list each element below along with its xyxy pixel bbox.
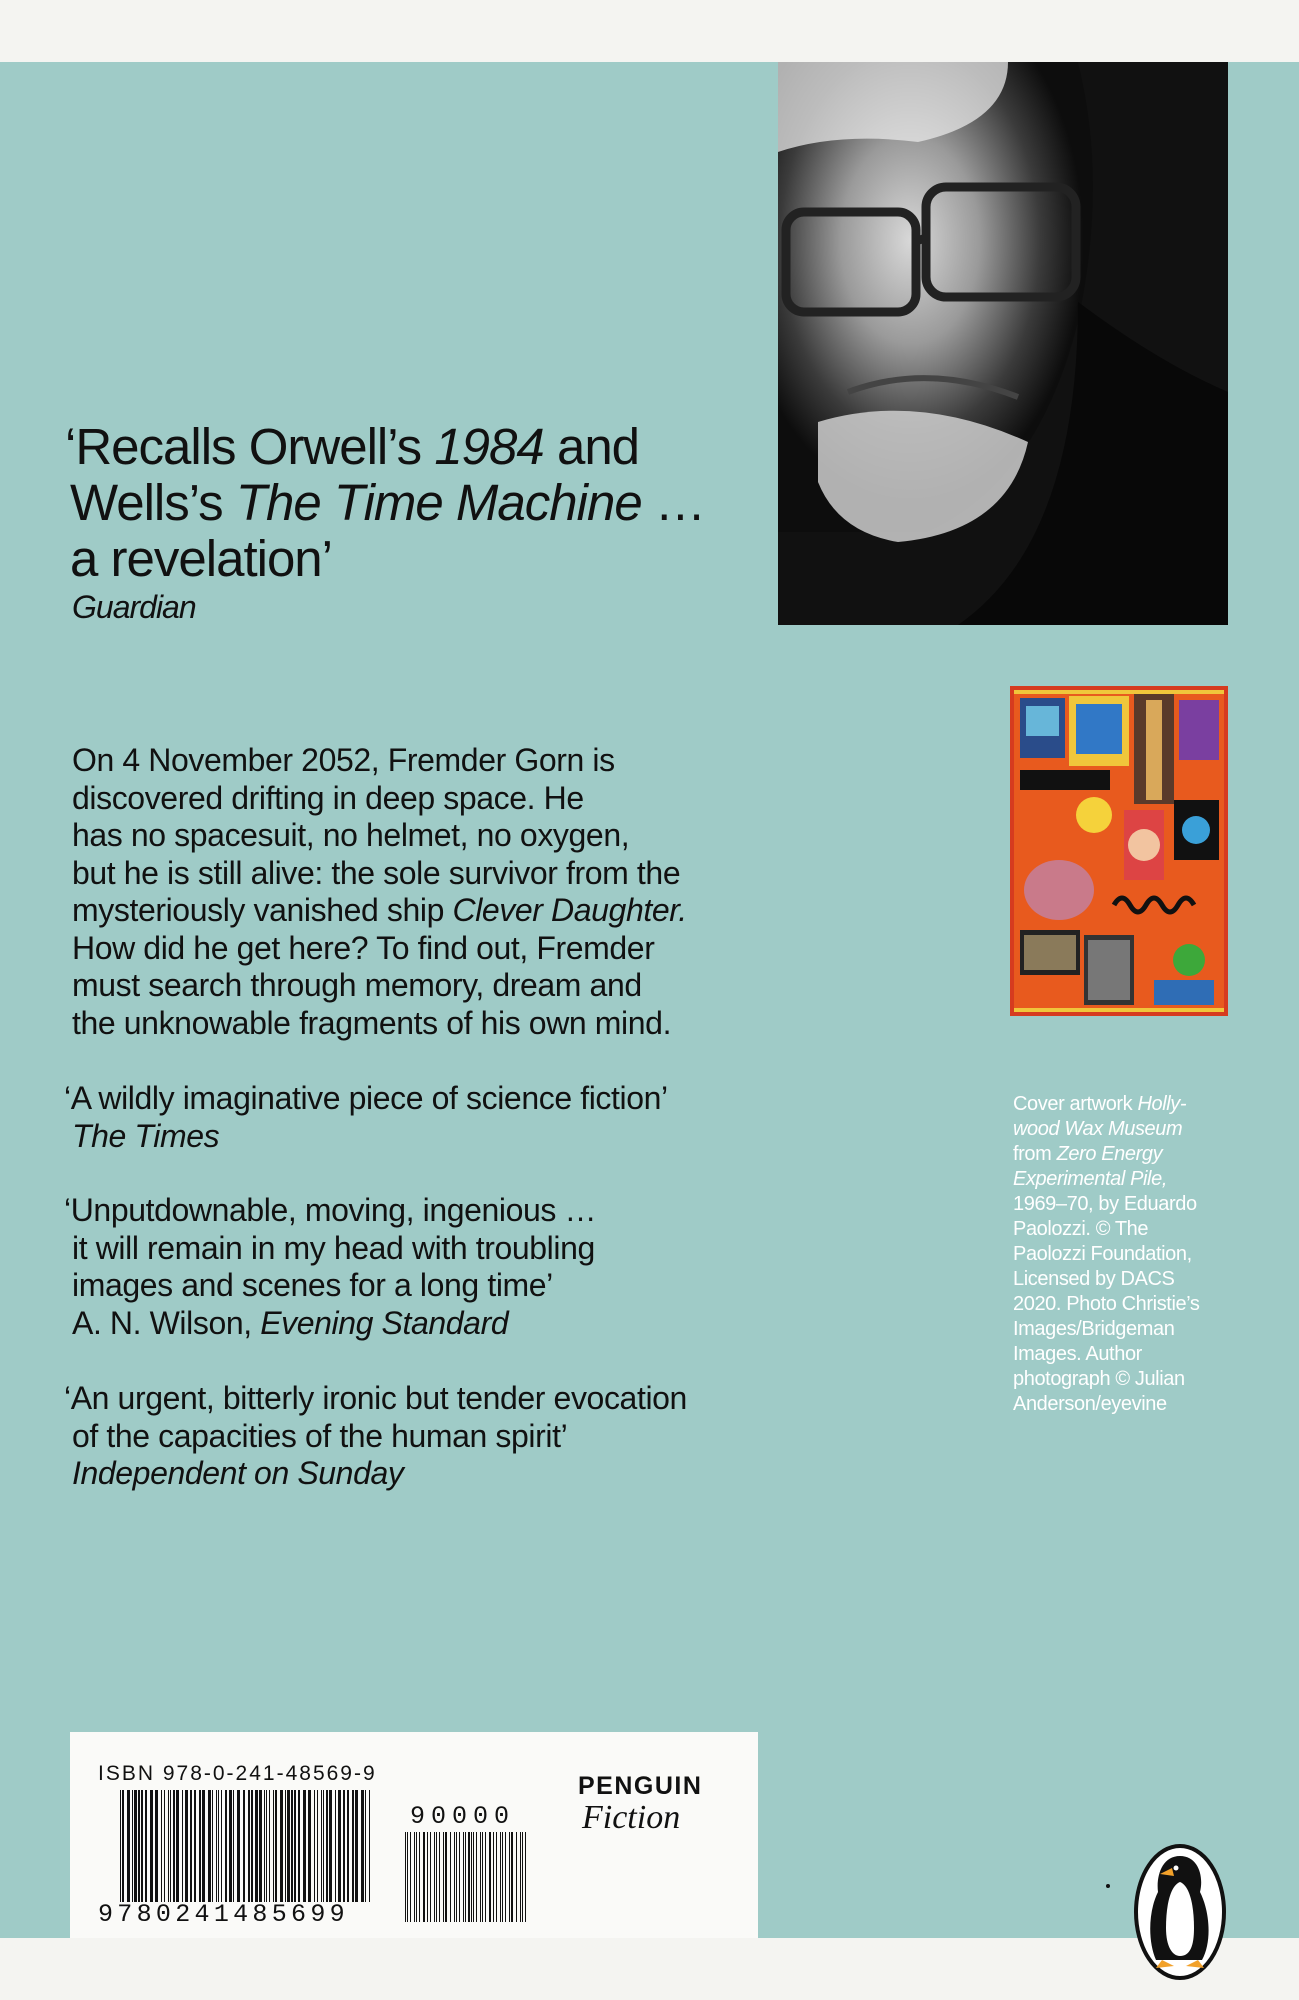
barcode-bar <box>251 1790 253 1902</box>
penguin-logo-icon <box>1132 1842 1228 1982</box>
barcode-bar <box>199 1790 201 1902</box>
barcode-bar <box>317 1790 318 1902</box>
barcode-bar <box>522 1832 523 1922</box>
publisher-name: PENGUIN <box>578 1772 703 1800</box>
barcode-bar <box>269 1790 270 1902</box>
barcode-bar <box>225 1790 227 1902</box>
barcode-bar <box>459 1832 460 1922</box>
synopsis-line: How did he get here? To find out, Fremder <box>72 929 655 966</box>
barcode-bar <box>485 1832 486 1922</box>
isbn-label: ISBN 978-0-241-48569-9 <box>98 1762 377 1785</box>
barcode-bar <box>134 1790 137 1902</box>
synopsis-line: the unknowable fragments of his own mind. <box>72 1004 672 1041</box>
barcode-bar <box>314 1790 315 1902</box>
barcode-bar <box>294 1790 296 1902</box>
barcode-bar <box>445 1832 447 1922</box>
synopsis-line: must search through memory, dream and <box>72 967 642 1003</box>
ship-name: Clever Daughter. <box>452 892 687 928</box>
barcode-bar <box>190 1790 192 1902</box>
synopsis-text: mysteriously vanished ship <box>72 892 453 928</box>
barcode-bar <box>369 1790 370 1902</box>
review-quote-independent <box>64 1380 784 1493</box>
barcode-bar <box>414 1832 415 1922</box>
headline-quote <box>65 419 765 627</box>
headline-source: Guardian <box>72 589 196 625</box>
barcode-bar <box>355 1790 358 1902</box>
barcode-bar <box>170 1790 171 1902</box>
review-text: ‘Unputdownable, moving, ingenious … <box>64 1192 597 1228</box>
barcode-bar <box>520 1832 521 1922</box>
synopsis-line: has no spacesuit, no helmet, no oxygen, <box>72 817 630 853</box>
credit-title: Experimental Pile, <box>1013 1168 1167 1190</box>
barcode-bar <box>352 1790 354 1902</box>
barcode-bar <box>463 1832 464 1922</box>
synopsis-line: On 4 November 2052, Fremder Gorn is <box>72 742 615 778</box>
barcode-bar <box>439 1832 440 1922</box>
barcode-bar <box>259 1790 262 1902</box>
barcode-bar <box>229 1790 232 1902</box>
barcode-bar <box>127 1790 130 1902</box>
barcode-bar <box>132 1790 133 1902</box>
barcode-bar <box>233 1790 234 1902</box>
headline-text: a revelation’ <box>70 530 332 587</box>
barcode-bar <box>482 1832 483 1922</box>
cover-artwork-thumbnail <box>1010 686 1228 1016</box>
barcode-bar <box>303 1790 306 1902</box>
barcode-bar <box>471 1832 472 1922</box>
barcode-panel <box>70 1732 758 1938</box>
barcode-bar <box>410 1832 411 1922</box>
barcode-bar <box>407 1832 408 1922</box>
barcode-bar <box>473 1832 474 1922</box>
barcode-bar <box>423 1832 425 1922</box>
credit-title: Holly- <box>1137 1093 1187 1115</box>
barcode-bar <box>450 1832 451 1922</box>
barcode-bar <box>505 1832 506 1922</box>
review-text: it will remain in my head with troubling <box>72 1229 595 1266</box>
barcode-bar <box>221 1790 222 1902</box>
barcode-bar <box>480 1832 481 1922</box>
barcode-bar <box>511 1832 513 1922</box>
review-source: The Times <box>72 1117 220 1154</box>
barcode-bar <box>237 1790 240 1902</box>
back-cover <box>0 62 1299 1938</box>
barcode-bar <box>500 1832 501 1922</box>
barcode-bar <box>176 1790 179 1902</box>
barcode-bar <box>248 1790 250 1902</box>
barcode-bar <box>291 1790 293 1902</box>
barcode-bar <box>138 1790 140 1902</box>
barcode-bar <box>161 1790 162 1902</box>
headline-text: and <box>543 418 640 475</box>
barcode-bar <box>361 1790 364 1902</box>
barcode-bar <box>343 1790 345 1902</box>
review-author: A. N. Wilson, <box>72 1304 261 1341</box>
synopsis <box>72 742 772 1042</box>
barcode-bar <box>275 1790 277 1902</box>
barcode-bar <box>326 1790 328 1902</box>
headline-title: 1984 <box>434 418 544 475</box>
credit-title: wood Wax Museum <box>1013 1118 1183 1140</box>
barcode-bar <box>141 1790 143 1902</box>
barcode-bar <box>202 1790 205 1902</box>
review-text: of the capacities of the human spirit’ <box>72 1417 568 1454</box>
barcode-bar <box>329 1790 332 1902</box>
barcode-bar <box>120 1790 121 1902</box>
credit-text: Images/Bridgeman <box>1013 1318 1175 1340</box>
barcode-bar <box>182 1790 183 1902</box>
barcode-bar <box>185 1790 188 1902</box>
printer-mark <box>1106 1884 1110 1888</box>
credit-text: Paolozzi Foundation, <box>1013 1243 1192 1265</box>
barcode-digits: 9780241485699 <box>98 1900 349 1929</box>
cover-credit <box>1013 1092 1233 1417</box>
price-addon-digits: 90000 <box>410 1802 516 1831</box>
barcode-bar <box>266 1790 267 1902</box>
barcode-bar <box>338 1790 341 1902</box>
barcode-bar <box>308 1790 311 1902</box>
barcode-bar <box>273 1790 274 1902</box>
barcode-bar <box>212 1790 213 1902</box>
barcode-bar <box>427 1832 428 1922</box>
barcode-bar <box>516 1832 517 1922</box>
barcode-bar <box>145 1790 147 1902</box>
barcode-bar <box>287 1790 290 1902</box>
barcode-bar <box>216 1790 217 1902</box>
imprint-category: Fiction <box>582 1799 681 1836</box>
barcode-bar <box>323 1790 324 1902</box>
barcode-bar <box>436 1832 437 1922</box>
barcode-bar <box>285 1790 286 1902</box>
barcode-bar <box>468 1832 470 1922</box>
credit-text: photograph © Julian <box>1013 1368 1185 1390</box>
barcode-bar <box>243 1790 245 1902</box>
credit-text: Licensed by DACS <box>1013 1268 1175 1290</box>
barcode-bar <box>476 1832 477 1922</box>
credit-text: 2020. Photo Christie’s <box>1013 1293 1200 1315</box>
price-addon-barcode <box>405 1832 527 1922</box>
barcode-bar <box>164 1790 165 1902</box>
barcode-bar <box>255 1790 258 1902</box>
headline-text: Wells’s <box>70 474 236 531</box>
barcode-bar <box>493 1832 494 1922</box>
headline-text: ‘Recalls Orwell’s <box>65 418 435 475</box>
credit-text: Paolozzi. © The <box>1013 1218 1149 1240</box>
barcode-bar <box>509 1832 510 1922</box>
headline-title: The Time Machine <box>235 474 642 531</box>
barcode-bar <box>168 1790 169 1902</box>
barcode-bar <box>434 1832 435 1922</box>
barcode-bar <box>405 1832 406 1922</box>
barcode-bar <box>347 1790 349 1902</box>
barcode-bar <box>155 1790 158 1902</box>
barcode-bar <box>489 1832 491 1922</box>
credit-text: Images. Author <box>1013 1343 1142 1365</box>
review-source: Independent on Sunday <box>72 1455 404 1491</box>
barcode-bar <box>321 1790 322 1902</box>
barcode-bar <box>502 1832 503 1922</box>
barcode-bar <box>496 1832 497 1922</box>
barcode-bar <box>443 1832 444 1922</box>
barcode-bar <box>122 1790 124 1902</box>
barcode-bar <box>525 1832 526 1922</box>
imprint-label <box>578 1772 702 1835</box>
barcode-bar <box>280 1790 283 1902</box>
credit-title: Zero Energy <box>1056 1143 1163 1165</box>
credit-text: Anderson/eyevine <box>1013 1393 1167 1415</box>
barcode-bar <box>218 1790 219 1902</box>
barcode-bar <box>208 1790 211 1902</box>
barcode-bar <box>335 1790 336 1902</box>
credit-text: from <box>1013 1143 1057 1165</box>
barcode-bar <box>173 1790 175 1902</box>
barcode-bar <box>430 1832 431 1922</box>
review-text: images and scenes for a long time’ <box>72 1267 553 1303</box>
review-text: ‘An urgent, bitterly ironic but tender evocation <box>64 1380 687 1416</box>
credit-text: 1969–70, by Eduardo <box>1013 1193 1197 1215</box>
review-quote-evening-standard <box>64 1192 784 1342</box>
barcode-bar <box>419 1832 420 1922</box>
barcode-bar <box>298 1790 300 1902</box>
ean-barcode <box>120 1790 370 1902</box>
barcode-bar <box>454 1832 455 1922</box>
synopsis-line: discovered drifting in deep space. He <box>72 779 584 816</box>
review-source: Evening Standard <box>260 1304 509 1341</box>
review-quote-times <box>64 1080 784 1155</box>
barcode-bar <box>150 1790 153 1902</box>
credit-text: Cover artwork <box>1013 1093 1138 1115</box>
headline-text: … <box>641 474 705 531</box>
barcode-bar <box>456 1832 457 1922</box>
barcode-bar <box>264 1790 265 1902</box>
synopsis-line: but he is still alive: the sole survivor from the <box>72 854 681 891</box>
barcode-bar <box>416 1832 417 1922</box>
barcode-bar <box>365 1790 366 1902</box>
barcode-bar <box>465 1832 466 1922</box>
barcode-bar <box>194 1790 196 1902</box>
review-text: ‘A wildly imaginative piece of science fiction’ <box>64 1080 668 1116</box>
author-photograph <box>778 62 1228 625</box>
